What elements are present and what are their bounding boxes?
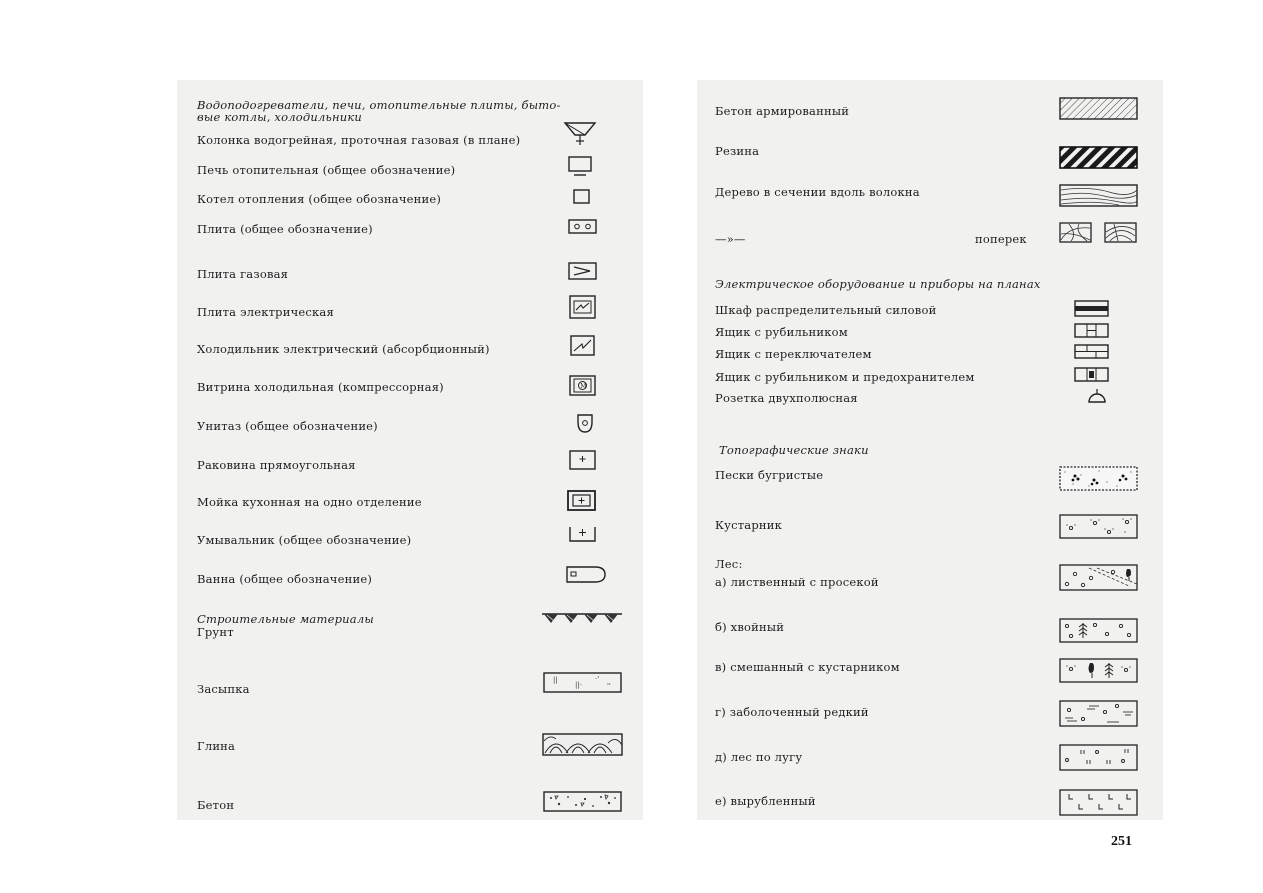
svg-text:'': '' <box>607 682 611 690</box>
legend-label-hilly-sands: Пески бугристые <box>715 468 824 482</box>
electric-fridge-symbol <box>570 335 596 357</box>
legend-label-electric-stove: Плита электрическая <box>197 305 334 319</box>
rubber-symbol <box>1059 146 1139 170</box>
two-pole-socket-symbol <box>1086 388 1110 406</box>
swampy-sparse-symbol <box>1059 700 1139 728</box>
electric-stove-symbol <box>569 295 597 321</box>
washbasin-symbol <box>569 526 597 544</box>
legend-label-soil: Грунт <box>197 625 234 639</box>
legend-label-shrubs: Кустарник <box>715 518 783 532</box>
legend-label-refrigerated-display: Витрина холодильная (компрессорная) <box>197 380 444 394</box>
refrigerated-display-symbol <box>569 375 597 397</box>
forest-label: Лес: <box>715 557 743 571</box>
kitchen-sink-symbol <box>567 490 597 512</box>
legend-label-cut-down: е) вырубленный <box>715 794 816 808</box>
section-heading-topo: Топографические знаки <box>719 443 869 457</box>
gas-water-heater-symbol <box>563 121 597 147</box>
reinforced-concrete-symbol <box>1059 97 1139 121</box>
legend-label-rubber: Резина <box>715 144 760 158</box>
legend-label-stove-general: Плита (общее обозначение) <box>197 222 373 236</box>
shrubs-symbol <box>1059 514 1139 540</box>
legend-label-heating-boiler: Котел отопления (общее обозначение) <box>197 192 442 206</box>
legend-label-washbasin: Умывальник (общее обозначение) <box>197 533 412 547</box>
gas-stove-symbol <box>568 262 598 282</box>
section-heading-materials: Строительные материалы <box>197 612 374 626</box>
heading-line-2: вые котлы, холодильники <box>197 110 363 124</box>
coniferous-symbol <box>1059 618 1139 644</box>
svg-text:·': ·' <box>595 675 600 683</box>
meadow-forest-symbol <box>1059 744 1139 772</box>
legend-label-kitchen-sink: Мойка кухонная на одно отделение <box>197 495 422 509</box>
clay-symbol <box>542 733 624 757</box>
soil-symbol <box>542 612 624 626</box>
legend-label-bathtub: Ванна (общее обозначение) <box>197 572 373 586</box>
svg-text:M: M <box>580 383 587 390</box>
legend-label-gas-water-heater: Колонка водогрейная, проточная газовая (в плане) <box>197 133 521 147</box>
legend-label-clay: Глина <box>197 739 236 753</box>
legend-label-reinforced-concrete: Бетон армированный <box>715 104 850 118</box>
bathtub-symbol <box>565 565 607 585</box>
wood-along-grain-symbol <box>1059 184 1139 208</box>
legend-label-concrete: Бетон <box>197 798 235 812</box>
svg-text:||·: ||· <box>575 681 582 689</box>
legend-label-heating-stove: Печь отопительная (общее обозначение) <box>197 163 456 177</box>
heating-boiler-symbol <box>573 189 591 205</box>
legend-label-mixed-with-shrubs: в) смешанный с кустарником <box>715 660 900 674</box>
mixed-shrubs-symbol <box>1059 658 1139 684</box>
switch-fuse-box-symbol <box>1074 367 1110 383</box>
knife-switch-box-symbol <box>1074 323 1110 339</box>
page-number: 251 <box>1111 834 1132 849</box>
legend-label-distribution-cabinet: Шкаф распределительный силовой <box>715 303 937 317</box>
left-page <box>177 80 643 820</box>
legend-label-backfill: Засыпка <box>197 682 250 696</box>
heading-line-1: Водоподогреватели, печи, отопительные плиты, быто- <box>197 98 561 112</box>
rect-sink-symbol <box>569 450 597 472</box>
legend-label-two-pole-socket: Розетка двухполюсная <box>715 391 858 405</box>
svg-text:||: || <box>553 676 558 684</box>
legend-label-switch-fuse-box: Ящик с рубильником и предохранителем <box>715 370 975 384</box>
legend-label-meadow-forest: д) лес по лугу <box>715 750 803 764</box>
legend-label-gas-stove: Плита газовая <box>197 267 289 281</box>
cut-down-symbol <box>1059 789 1139 817</box>
legend-label-wood-along-grain: Дерево в сечении вдоль волокна <box>715 185 920 199</box>
ditto-mark: —»— <box>715 232 746 246</box>
switch-box-symbol <box>1074 344 1110 360</box>
section-heading-electric: Электрическое оборудование и приборы на планах <box>715 277 1041 291</box>
toilet-symbol <box>576 413 594 435</box>
legend-label-electric-fridge: Холодильник электрический (абсорбционный) <box>197 342 490 356</box>
legend-label-rect-sink: Раковина прямоугольная <box>197 458 356 472</box>
legend-label-coniferous: б) хвойный <box>715 620 785 634</box>
heating-stove-symbol <box>568 156 594 178</box>
stove-general-symbol <box>568 219 598 235</box>
legend-label-wood-across-grain: поперек <box>975 232 1027 246</box>
legend-label-knife-switch-box: Ящик с рубильником <box>715 325 848 339</box>
legend-label-swampy-sparse: г) заболоченный редкий <box>715 705 869 719</box>
legend-label-deciduous-with-clearing: а) лиственный с просекой <box>715 575 879 589</box>
wood-across-grain-symbol-2 <box>1104 222 1138 244</box>
legend-label-switch-box: Ящик с переключателем <box>715 347 872 361</box>
right-page <box>697 80 1163 820</box>
distribution-cabinet-symbol <box>1074 300 1110 318</box>
wood-across-grain-symbol-1 <box>1059 222 1093 244</box>
deciduous-clearing-symbol <box>1059 564 1139 592</box>
concrete-symbol <box>543 791 623 813</box>
legend-label-toilet: Унитаз (общее обозначение) <box>197 419 378 433</box>
backfill-symbol <box>543 672 623 694</box>
hilly-sands-symbol <box>1059 466 1139 492</box>
